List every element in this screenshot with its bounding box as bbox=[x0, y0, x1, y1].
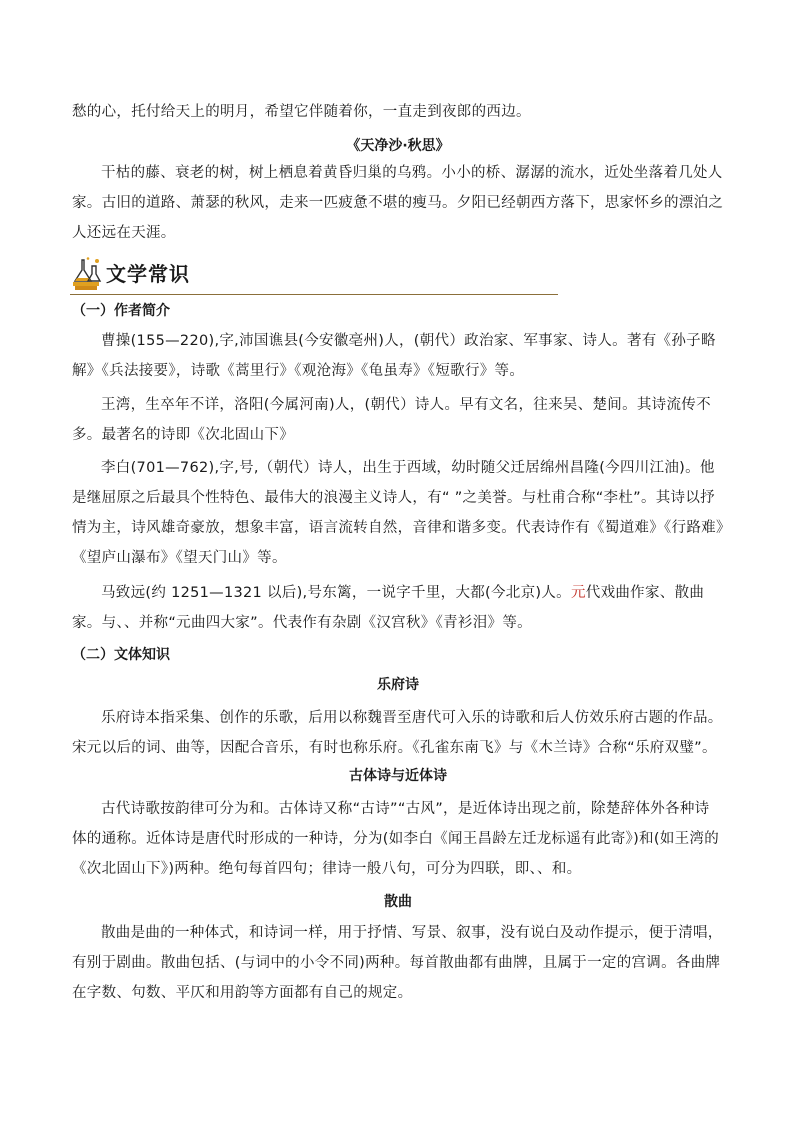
mazhiyuan-text-after: 代戏曲作家、散曲家。与、、并称“元曲四大家”。代表作有杂剧《汉宫秋》《青衫泪》等。 bbox=[72, 585, 705, 631]
paragraph-caocao: 曹操(155—220),字,沛国谯县(今安徽亳州)人，(朝代）政治家、军事家、诗人。著有《孙子略解》《兵法接要》，诗歌《蒿里行》《观沧海》《龟虽寿》《短歌行》等。 bbox=[72, 333, 716, 379]
poem-title: 《天净沙·秋思》 bbox=[346, 138, 450, 154]
mazhiyuan-highlight: 元 bbox=[570, 585, 586, 601]
paragraph-sanqu: 散曲是曲的一种体式，和诗词一样，用于抒情、写景、叙事，没有说白及动作提示，便于清唱，有别于剧曲。散曲包括、(与词中的小令不同)两种。每首散曲都有曲牌，且属于一定的宫调。各曲牌在字数、句数、平仄和用韵等方面都有自己的规定。 bbox=[72, 925, 723, 1001]
paragraph-guti-jinti: 古代诗歌按韵律可分为和。古体诗又称“古诗”“古风”，是近体诗出现之前，除楚辞体外各种诗体的通称。近体诗是唐代时形成的一种诗，分为(如李白《闻王昌龄左迁龙标遥有此寄》)和(如王湾的《次北固山下》)两种。绝句每首四句；律诗一般八句，可分为四联，即、、和。 bbox=[72, 801, 720, 877]
subsection-author-intro: （一）作者简介 bbox=[72, 303, 170, 319]
title-yuefu: 乐府诗 bbox=[377, 677, 419, 693]
mazhiyuan-text-before: 马致远(约 1251—1321 以后),号东篱，一说字千里，大都(今北京)人。 bbox=[101, 585, 571, 601]
section-heading-title: 文学常识 bbox=[106, 262, 190, 286]
flask-and-books-icon bbox=[70, 256, 104, 292]
subsection-genre-knowledge: （二）文体知识 bbox=[72, 647, 170, 663]
title-guti-jinti: 古体诗与近体诗 bbox=[349, 768, 447, 784]
paragraph-mazhiyuan bbox=[72, 578, 724, 638]
paragraph-top-continuation: 愁的心，托付给天上的明月，希望它伴随着你，一直走到夜郎的西边。 bbox=[72, 104, 531, 120]
paragraph-wangwan: 王湾，生卒年不详，洛阳(今属河南)人，(朝代）诗人。早有文名，往来吴、楚间。其诗流传不多。最著名的诗即《次北固山下》 bbox=[72, 397, 711, 443]
title-sanqu: 散曲 bbox=[384, 894, 412, 910]
section-heading bbox=[70, 256, 558, 295]
paragraph-poem-translation: 干枯的藤、衰老的树，树上栖息着黄昏归巢的乌鸦。小小的桥、潺潺的流水，近处坐落着几处人家。古旧的道路、萧瑟的秋风，走来一匹疲惫不堪的瘦马。夕阳已经朝西方落下，思家怀乡的漂泊之人还远在天涯。 bbox=[72, 165, 724, 241]
paragraph-libai: 李白(701—762),字,号,（朝代）诗人，出生于西域，幼时随父迁居绵州昌隆(今四川江油)。他是继屈原之后最具个性特色、最伟大的浪漫主义诗人，有“ ”之美誉。与杜甫合称“李杜”。其诗以抒情为主，诗风雄奇豪放，想象丰富，语言流转自然，音律和谐多变。代表诗作有《蜀道难》《行路难》《望庐山瀑布》《望天门山》等。 bbox=[72, 460, 724, 566]
paragraph-yuefu: 乐府诗本指采集、创作的乐歌，后用以称魏晋至唐代可入乐的诗歌和后人仿效乐府古题的作品。宋元以后的词、曲等，因配合音乐，有时也称乐府。《孔雀东南飞》与《木兰诗》合称“乐府双璧”。 bbox=[72, 710, 723, 756]
